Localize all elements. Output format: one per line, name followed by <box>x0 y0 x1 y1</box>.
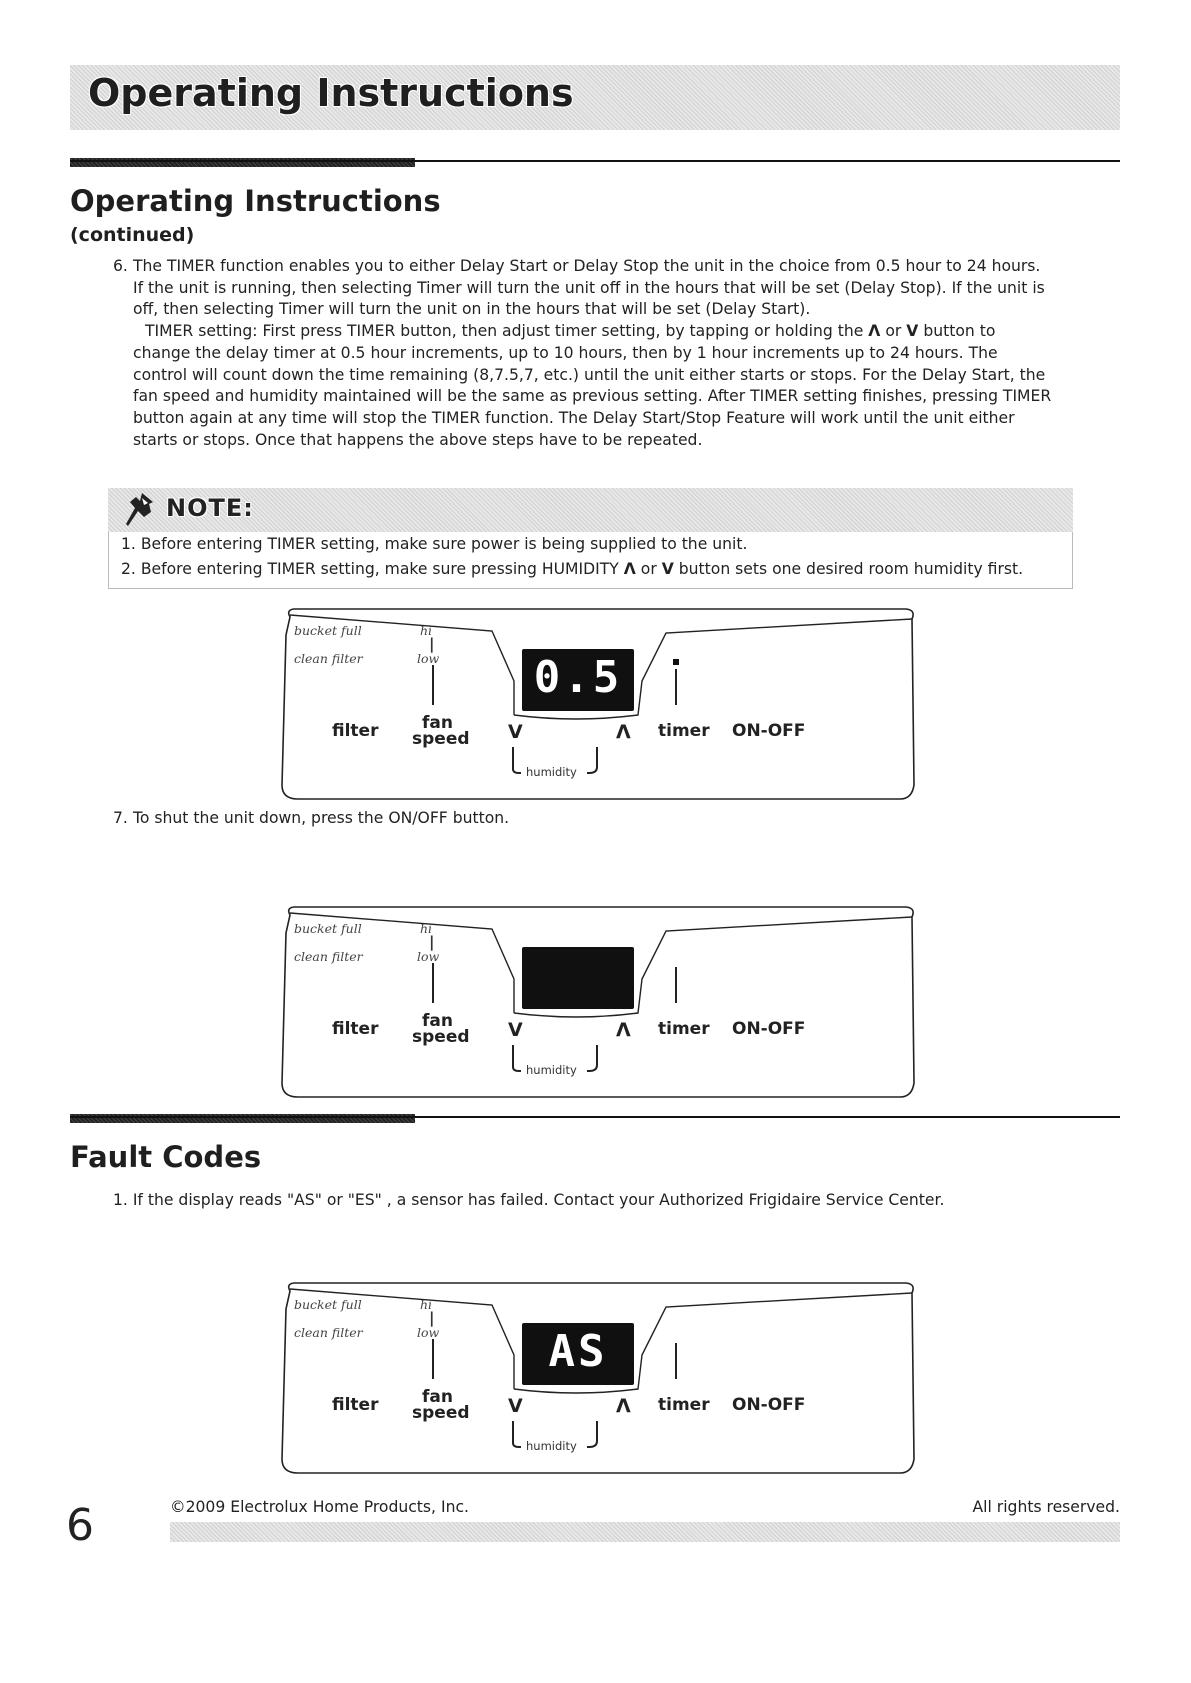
or-text: or <box>885 322 902 341</box>
header-banner <box>70 65 1120 130</box>
display-readout: AS <box>548 1326 608 1377</box>
copyright: ©2009 Electrolux Home Products, Inc. <box>170 1498 469 1516</box>
timer-setting-line-6: starts or stops. Once that happens the above steps have to be repeated. <box>133 430 703 449</box>
note-box <box>108 488 1073 590</box>
item-6-line-1: The TIMER function enables you to either Delay Start or Delay Stop the unit in the choice from 0.5 hour to 24 hours. <box>133 257 1041 275</box>
fan-hi-indicator: hi <box>420 623 433 638</box>
page-number: 6 <box>66 1500 94 1551</box>
bucket-full-indicator: bucket full <box>294 1297 362 1312</box>
pushpin-icon <box>122 490 160 530</box>
filter-button[interactable]: filter <box>332 1395 379 1415</box>
lcd-display <box>522 947 634 1009</box>
filter-button[interactable]: filter <box>332 1019 379 1039</box>
timer-setting-line-5: button again at any time will stop the TIMER function. The Delay Start/Stop Feature will work until the unit either <box>133 408 1015 427</box>
bucket-full-indicator: bucket full <box>294 623 362 638</box>
item-7 <box>113 808 1093 830</box>
banner-title: Operating Instructions <box>88 71 574 115</box>
humidity-label: humidity <box>526 1439 577 1453</box>
lcd-display <box>522 649 634 711</box>
fan-speed-button[interactable]: speed <box>412 1403 470 1423</box>
fault-codes-title: Fault Codes <box>70 1140 262 1174</box>
fan-low-indicator: low <box>417 651 440 666</box>
section-rule <box>70 160 1120 162</box>
on-off-button[interactable]: ON-OFF <box>732 1019 806 1039</box>
section-title: Operating Instructions <box>70 184 441 218</box>
fan-hi-indicator: hi <box>420 1297 433 1312</box>
humidity-down-button[interactable]: V <box>508 1019 523 1041</box>
timer-setting-text-end: button to <box>923 322 996 341</box>
item-6-line-3: off, then selecting Timer will turn the unit on in the hours that will be set (Delay Start). <box>133 300 811 319</box>
filter-button[interactable]: filter <box>332 721 379 741</box>
fan-speed-label-top: fan <box>422 1011 453 1031</box>
timer-setting-line-4: fan speed and humidity maintained will be the same as previous setting. After TIMER setting finishes, pressing TIMER <box>133 387 1052 406</box>
clean-filter-indicator: clean filter <box>294 949 363 964</box>
item-6-line-2: If the unit is running, then selecting Timer will turn the unit off in the hours that will be set (Delay Stop). If the unit is <box>133 278 1045 297</box>
humidity-up-button[interactable]: Λ <box>616 1395 631 1417</box>
lcd-display <box>522 1323 634 1385</box>
item-7-text: To shut the unit down, press the ON/OFF button. <box>133 809 510 827</box>
fan-speed-button[interactable]: speed <box>412 729 470 749</box>
on-off-button[interactable]: ON-OFF <box>732 1395 806 1415</box>
up-arrow-glyph: Λ <box>868 322 881 341</box>
or-text: or <box>640 560 657 578</box>
hi-tick: | <box>429 933 435 951</box>
humidity-label: humidity <box>526 1063 577 1077</box>
fan-speed-button[interactable]: speed <box>412 1027 470 1047</box>
timer-setting-line <box>133 321 1093 343</box>
item-6 <box>113 256 1093 451</box>
control-panel-off <box>276 903 924 1103</box>
fan-low-indicator: low <box>417 949 440 964</box>
note-header <box>108 488 1073 532</box>
note-item-1: 1. Before entering TIMER setting, make sure power is being supplied to the unit. <box>121 535 748 553</box>
footer-band <box>170 1522 1120 1542</box>
control-panel-timer <box>276 605 924 805</box>
fan-speed-label-top: fan <box>422 713 453 733</box>
fan-low-indicator: low <box>417 1325 440 1340</box>
clean-filter-indicator: clean filter <box>294 1325 363 1340</box>
note-item-2 <box>109 557 1072 582</box>
rights-reserved: All rights reserved. <box>972 1498 1120 1516</box>
clean-filter-indicator: clean filter <box>294 651 363 666</box>
note-body <box>108 532 1073 589</box>
section-subtitle: (continued) <box>70 224 195 246</box>
control-panel-fault <box>276 1279 924 1479</box>
note-title: NOTE: <box>166 494 254 522</box>
on-off-button[interactable]: ON-OFF <box>732 721 806 741</box>
timer-setting-line-3: control will count down the time remaining (8,7.5,7, etc.) until the unit either starts or stops. For the Delay Start, the <box>133 365 1046 384</box>
timer-button[interactable]: timer <box>658 721 710 741</box>
humidity-up-button[interactable]: Λ <box>616 1019 631 1041</box>
display-readout: 0.5 <box>533 652 623 703</box>
fault-item-1-text: 1. If the display reads "AS" or "ES" , a sensor has failed. Contact your Authorized Frigidaire Service Center. <box>113 1191 945 1209</box>
hi-tick: | <box>429 635 435 653</box>
fault-item-1 <box>113 1190 1093 1212</box>
fan-hi-indicator: hi <box>420 921 433 936</box>
timer-button[interactable]: timer <box>658 1395 710 1415</box>
note-item-2-text-end: button sets one desired room humidity first. <box>678 560 1024 578</box>
humidity-up-button[interactable]: Λ <box>616 721 631 743</box>
down-arrow-glyph: V <box>906 322 919 341</box>
humidity-down-button[interactable]: V <box>508 1395 523 1417</box>
timer-setting-line-2: change the delay timer at 0.5 hour increments, up to 10 hours, then by 1 hour increments up to 24 hours. The <box>133 343 998 362</box>
hi-tick: | <box>429 1309 435 1327</box>
timer-button[interactable]: timer <box>658 1019 710 1039</box>
timer-setting-text: TIMER setting: First press TIMER button, then adjust timer setting, by tapping or holding the <box>145 322 864 341</box>
timer-indicator-dot <box>673 659 679 665</box>
fan-speed-label-top: fan <box>422 1387 453 1407</box>
section-rule <box>70 1116 1120 1118</box>
note-item-2-text: 2. Before entering TIMER setting, make sure pressing HUMIDITY <box>121 560 619 578</box>
bucket-full-indicator: bucket full <box>294 921 362 936</box>
up-arrow-glyph: Λ <box>623 560 636 578</box>
humidity-down-button[interactable]: V <box>508 721 523 743</box>
item-number: 6. <box>113 257 128 275</box>
humidity-label: humidity <box>526 765 577 779</box>
item-number: 7. <box>113 809 128 827</box>
down-arrow-glyph: V <box>661 560 674 578</box>
